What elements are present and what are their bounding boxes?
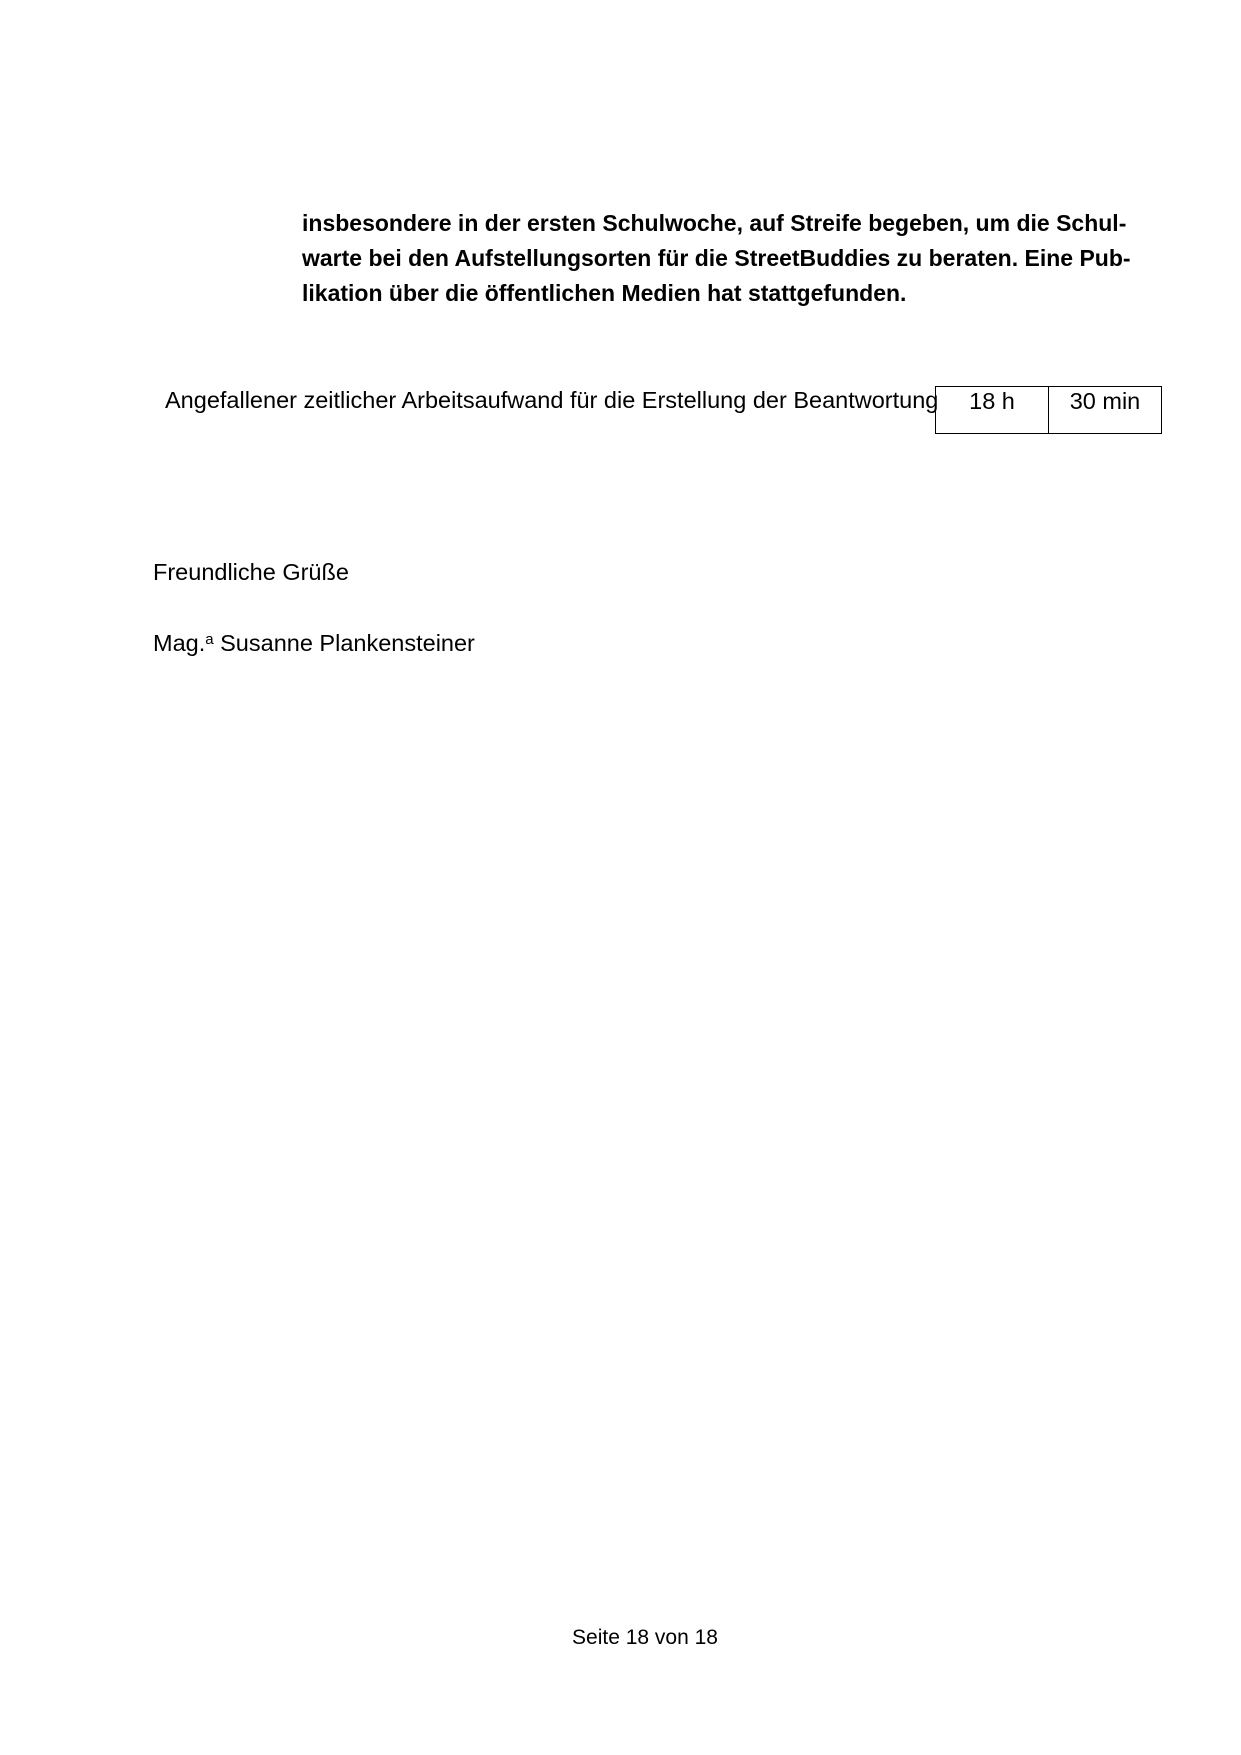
body-line-1: insbesondere in der ersten Schulwoche, auf Streife begeben, um die Schul-	[302, 210, 1127, 236]
body-paragraph	[302, 206, 1142, 311]
body-line-3: likation über die öffentlichen Medien hat stattgefunden.	[302, 280, 907, 306]
effort-minutes-cell: 30 min	[1049, 387, 1162, 434]
signature-name: Susanne Plankensteiner	[220, 630, 475, 656]
signature-title: Mag.	[153, 630, 206, 656]
effort-table-row	[936, 387, 1162, 434]
signature-title-superscript: a	[205, 631, 214, 648]
effort-hours-cell: 18 h	[936, 387, 1049, 434]
page-number: Seite 18 von 18	[572, 1626, 718, 1649]
signature	[153, 628, 475, 658]
body-line-2: warte bei den Aufstellungsorten für die StreetBuddies zu beraten. Eine Pub-	[302, 245, 1131, 271]
effort-table	[935, 386, 1162, 434]
closing-greeting: Freundliche Grüße	[153, 559, 349, 585]
effort-label: Angefallener zeitlicher Arbeitsaufwand für die Erstellung der Beantwortung	[165, 387, 939, 413]
